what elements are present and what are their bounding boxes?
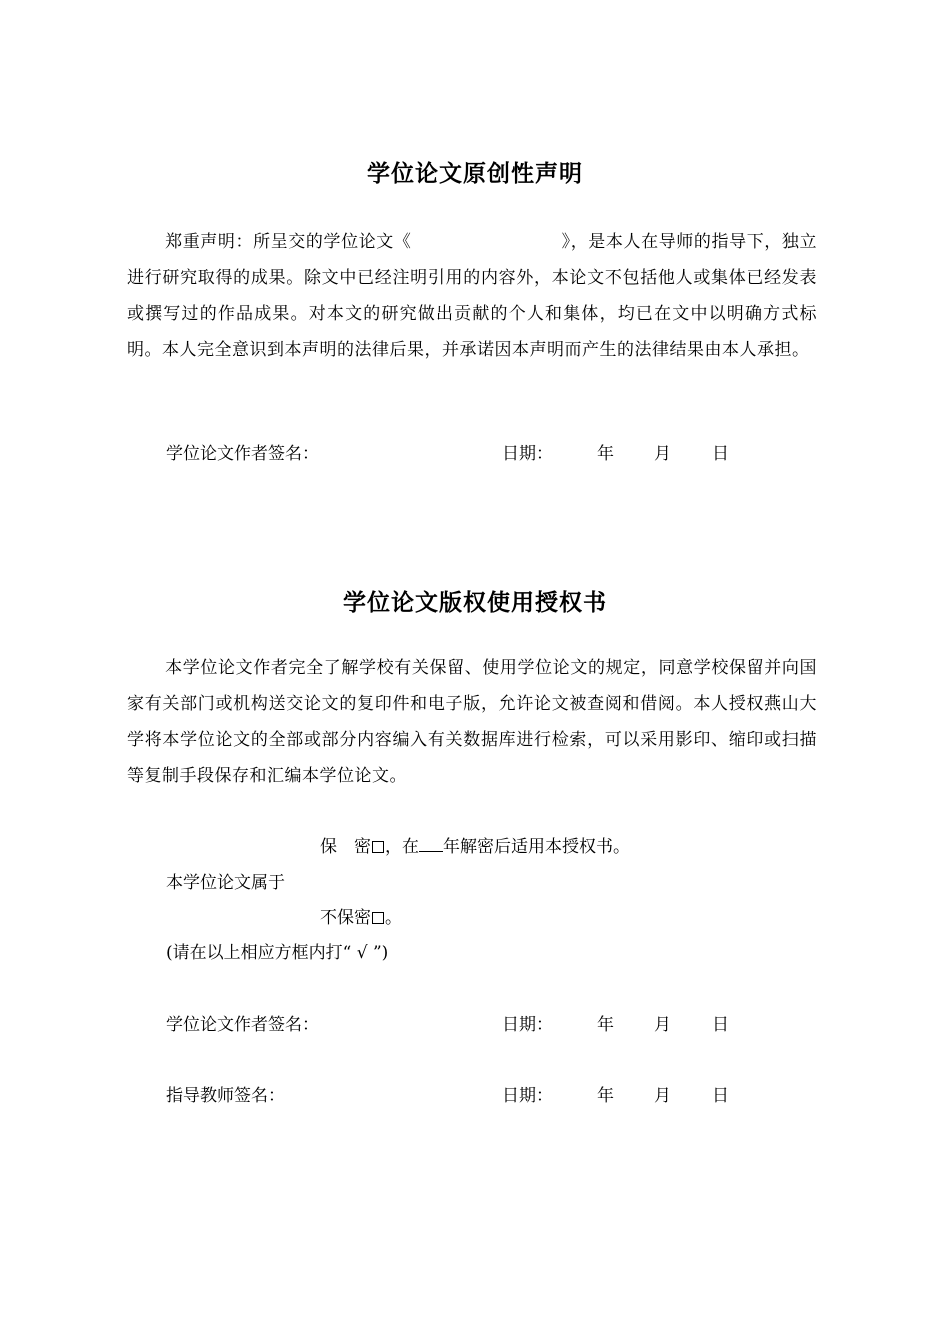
authorization-paragraph <box>127 650 817 794</box>
secret-suffix-2: 年解密后适用本授权书。 <box>443 837 630 857</box>
nonsecret-suffix: 。 <box>385 908 402 928</box>
belongs-label: 本学位论文属于 <box>166 873 285 893</box>
checkbox-instruction: (请在以上相应方框内打“ √ ”) <box>166 943 389 963</box>
nonsecret-checkbox[interactable] <box>372 912 384 924</box>
author-year-label: 年 <box>597 1015 614 1035</box>
authorization-text: 本学位论文作者完全了解学校有关保留、使用学位论文的规定，同意学校保留并向国家有关部门或机构送交论文的复印件和电子版，允许论文被查阅和借阅。本人授权燕山大学将本学位论文的全部或部分内容编入有关数据库进行检索，可以采用影印、缩印或扫描等复制手段保存和汇编本学位论文。 <box>127 658 817 786</box>
advisor-year-label: 年 <box>597 1086 614 1106</box>
author-day-label: 日 <box>712 1015 729 1035</box>
advisor-signature-label: 指导教师签名： <box>166 1086 285 1106</box>
author-month-label: 月 <box>654 1015 671 1035</box>
advisor-date-label: 日期： <box>502 1086 553 1106</box>
declaration-year-label: 年 <box>597 444 614 464</box>
secret-checkbox[interactable] <box>372 841 384 853</box>
advisor-month-label: 月 <box>654 1086 671 1106</box>
advisor-day-label: 日 <box>712 1086 729 1106</box>
declaration-month-label: 月 <box>654 444 671 464</box>
declaration-text-rest: 》，是本人在导师的指导下，独立进行研究取得的成果。除文中已经注明引用的内容外，本论文不包括他人或集体已经发表或撰写过的作品成果。对本文的研究做出贡献的个人和集体，均已在文中以明确方式标明。本人完全意识到本声明的法律后果，并承诺因本声明而产生的法律结果由本人承担。 <box>127 232 817 360</box>
nonsecret-label: 不保密 <box>320 908 371 928</box>
nonsecret-option-line <box>320 906 402 930</box>
declaration-text-start: 郑重声明：所呈交的学位论文《 <box>165 232 412 252</box>
declaration-paragraph <box>127 224 817 368</box>
authorization-title: 学位论文版权使用授权书 <box>343 590 607 616</box>
author-signature-label: 学位论文作者签名： <box>166 1015 319 1035</box>
years-blank[interactable] <box>419 837 443 852</box>
declaration-signature-label: 学位论文作者签名： <box>166 444 319 464</box>
secret-label: 保 密 <box>320 837 371 857</box>
secret-suffix-1: ，在 <box>385 837 419 857</box>
secret-option-line <box>320 835 630 859</box>
declaration-title: 学位论文原创性声明 <box>367 161 583 187</box>
declaration-date-label: 日期： <box>502 444 553 464</box>
declaration-day-label: 日 <box>712 444 729 464</box>
author-date-label: 日期： <box>502 1015 553 1035</box>
